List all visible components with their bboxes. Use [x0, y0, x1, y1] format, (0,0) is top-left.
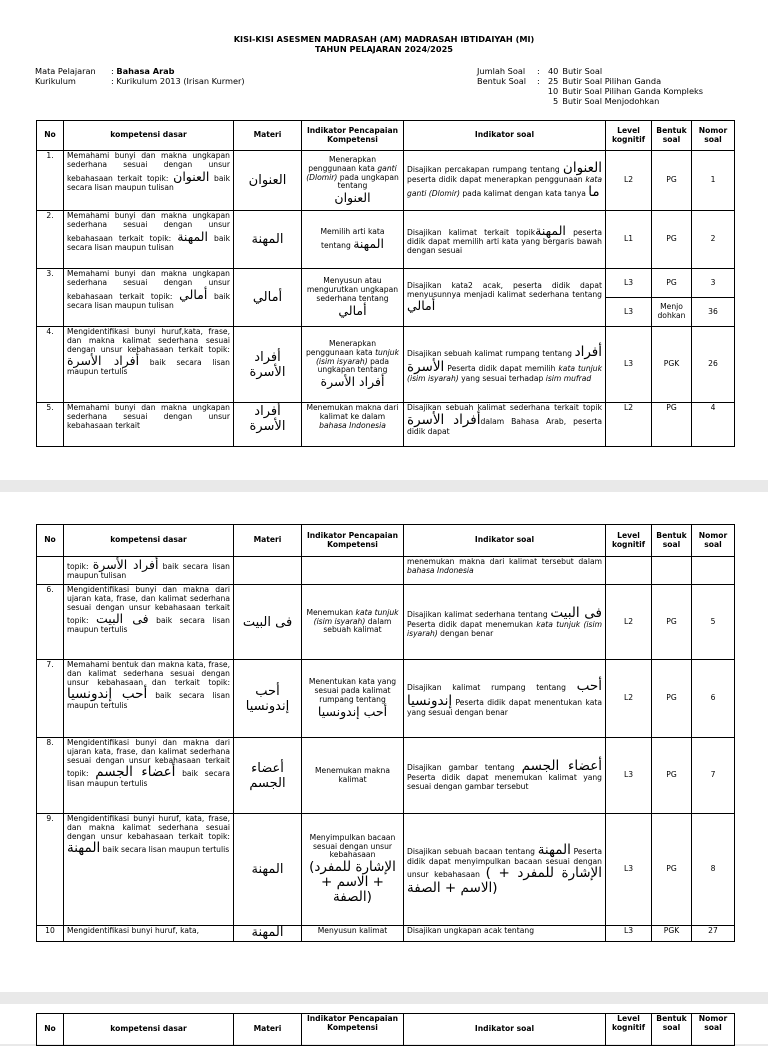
table-row: [37, 738, 735, 814]
table-row: [37, 660, 735, 738]
table-row: [37, 585, 735, 660]
document-page-1: [0, 0, 768, 480]
row-materi: المهنة: [234, 211, 302, 269]
header-kd: kompetensi dasar: [64, 1014, 234, 1046]
row-ipk: Menyusun kalimat: [302, 926, 404, 942]
row-indikator-soal: Disajikan kalimat terkait topikالمهنة peserta didik dapat memilih arti kata yang bergaris bawah dengan sesuai: [404, 211, 606, 269]
header-kd: kompetensi dasar: [64, 121, 234, 151]
row-nomor: 3: [692, 269, 735, 298]
row-ipk: Memilih arti kata tentang المهنة: [302, 211, 404, 269]
row-indikator-soal: Disajikan ungkapan acak tentang: [404, 926, 606, 942]
row-no: 6.: [37, 585, 64, 660]
row-no: 2.: [37, 211, 64, 269]
row-nomor: 4: [692, 403, 735, 447]
header-level: Level kognitif: [606, 121, 652, 151]
row-kd: Mengidentifikasi bunyi huruf,kata, frase, dan makna kalimat sederhana sesuai dengan unsur kebahasaan terkait topik: أفراد الأسرة baik secara lisan maupun tertulis: [64, 327, 234, 403]
header-kd: kompetensi dasar: [64, 525, 234, 557]
header-level: Level kognitif: [606, 525, 652, 557]
header-materi: Materi: [234, 121, 302, 151]
table-row: [37, 557, 735, 585]
row-level: L3: [606, 738, 652, 814]
row-materi: أمالي: [234, 269, 302, 327]
row-materi: فى البيت: [234, 585, 302, 660]
row-no: 10: [37, 926, 64, 942]
row-nomor: 5: [692, 585, 735, 660]
row-bentuk: PG: [652, 585, 692, 660]
row-ipk: Menyimpulkan bacaan sesuai dengan unsur kebahasaan (الإشارة للمفرد + الاسم + الصفة): [302, 814, 404, 926]
table-row: [37, 211, 735, 269]
header-no: No: [37, 525, 64, 557]
row-no: 5.: [37, 403, 64, 447]
row-ipk: Menemukan makna kalimat: [302, 738, 404, 814]
row-nomor: 8: [692, 814, 735, 926]
row-ipk: Menerapkan penggunaan kata tunjuk (isim isyarah) pada ungkapan tentang أفراد الأسرة: [302, 327, 404, 403]
row-kd: Memahami bunyi dan makna ungkapan sederhana sesuai dengan unsur kebahasaan terkait topik: أمالي baik secara lisan maupun tulisan: [64, 269, 234, 327]
row-indikator-soal: Disajikan kalimat rumpang tentang أحب إندونسيا Peserta didik dapat menentukan kata yang sesuai dengan benar: [404, 660, 606, 738]
header-nomor: Nomor soal: [692, 121, 735, 151]
grid-table-page-2: [36, 524, 735, 942]
row-bentuk: PG: [652, 660, 692, 738]
row-nomor: 6: [692, 660, 735, 738]
row-kd: Mengidentifikasi bunyi dan makna dari ujaran kata, frase, dan kalimat sederhana sesuai dengan unsur kebahasaan terkait topik: فى البيت baik secara lisan maupun tertulis: [64, 585, 234, 660]
row-level: L2: [606, 585, 652, 660]
row-indikator-soal: Disajikan percakapan rumpang tentang العنوان peserta didik dapat menerapkan penggunaan kata ganti (Dlomir) pada kalimat dengan kata tanya ما: [404, 151, 606, 211]
row-nomor: 36: [692, 298, 735, 327]
row-kd: Memahami bunyi dan makna ungkapan sederhana sesuai dengan unsur kebahasaan terkait topik: العنوان baik secara lisan maupun tulisan: [64, 151, 234, 211]
row-kd: Memahami bunyi dan makna ungkapan sederhana sesuai dengan unsur kebahasaan terkait: [64, 403, 234, 447]
row-kd: Mengidentifikasi bunyi huruf, kata,: [64, 926, 234, 942]
header-bentuk: Bentuk soal: [652, 121, 692, 151]
row-no: 9.: [37, 814, 64, 926]
table-row: [37, 403, 735, 447]
header-ipk: Indikator Pencapaian Kompetensi: [302, 525, 404, 557]
row-indikator-soal: menemukan makna dari kalimat tersebut dalam bahasa Indonesia: [404, 557, 606, 585]
table-row: [37, 926, 735, 942]
header-no: No: [37, 121, 64, 151]
row-level: L3: [606, 269, 652, 298]
row-indikator-soal: Disajikan sebuah bacaan tentang المهنة Peserta didik dapat menyimpulkan bacaan sesuai dengan unsur kebahasaan ( الإشارة للمفرد + الاسم + الصفة): [404, 814, 606, 926]
row-nomor: 7: [692, 738, 735, 814]
row-bentuk: PG: [652, 151, 692, 211]
document-title: KISI-KISI ASESMEN MADRASAH (AM) MADRASAH IBTIDAIYAH (MI) TAHUN PELAJARAN 2024/2025: [233, 34, 535, 54]
row-no: 4.: [37, 327, 64, 403]
row-bentuk: Menjo dohkan: [652, 298, 692, 327]
row-level: L2: [606, 151, 652, 211]
row-materi: أفراد الأسرة: [234, 327, 302, 403]
row-indikator-soal: Disajikan gambar tentang أعضاء الجسم Peserta didik dapat menemukan kalimat yang sesuai dengan gambar tersebut: [404, 738, 606, 814]
header-bentuk: Bentuk soal: [652, 525, 692, 557]
row-ipk: Menemukan makna dari kalimat ke dalam bahasa Indonesia: [302, 403, 404, 447]
row-materi: المهنة: [234, 814, 302, 926]
row-ipk: Menerapkan penggunaan kata ganti (Dlomir) pada ungkapan tentang العنوان: [302, 151, 404, 211]
row-nomor: 2: [692, 211, 735, 269]
row-indikator-soal: Disajikan kalimat sederhana tentang فى البيت Peserta didik dapat menemukan kata tunjuk (isim isyarah) dengan benar: [404, 585, 606, 660]
header-nomor: Nomor soal: [692, 1014, 735, 1046]
row-no: 1.: [37, 151, 64, 211]
header-indikator-soal: Indikator soal: [404, 525, 606, 557]
row-nomor: 26: [692, 327, 735, 403]
row-level: L2: [606, 660, 652, 738]
row-nomor: 1: [692, 151, 735, 211]
table-row: [37, 814, 735, 926]
row-kd: Memahami bunyi dan makna ungkapan sederhana sesuai dengan unsur kebahasaan terkait topik: المهنة baik secara lisan maupun tulisan: [64, 211, 234, 269]
row-bentuk: PGK: [652, 327, 692, 403]
row-kd: Mengidentifikasi bunyi dan makna dari ujaran kata, frase, dan kalimat sederhana sesuai dengan unsur kebahasaan terkait topik: أعضاء الجسم baik secara lisan maupun tertulis: [64, 738, 234, 814]
grid-table-page-3: [36, 1013, 735, 1046]
row-materi: أفراد الأسرة: [234, 403, 302, 447]
row-ipk: Menentukan kata yang sesuai pada kalimat rumpang tentang أحب إندونسيا: [302, 660, 404, 738]
row-bentuk: PG: [652, 814, 692, 926]
row-kd: topik: أفراد الأسرة baik secara lisan maupun tulisan: [64, 557, 234, 585]
row-bentuk: PG: [652, 269, 692, 298]
table-header-row: [37, 525, 735, 557]
row-indikator-soal: Disajikan sebuah kalimat sederhana terkait topik أفراد الأسرةdalam Bahasa Arab, peserta didik dapat: [404, 403, 606, 447]
row-materi: أعضاء الجسم: [234, 738, 302, 814]
header-no: No: [37, 1014, 64, 1046]
row-no: 7.: [37, 660, 64, 738]
row-ipk: Menemukan kata tunjuk (isim isyarah) dalam sebuah kalimat: [302, 585, 404, 660]
header-nomor: Nomor soal: [692, 525, 735, 557]
row-level: L3: [606, 814, 652, 926]
table-header-row: [37, 1014, 735, 1046]
row-indikator-soal: Disajikan sebuah kalimat rumpang tentang أفراد الأسرة Peserta didik dapat memilih kata tunjuk (isim isyarah) yang sesuai terhadap isim mufrad: [404, 327, 606, 403]
row-level: L3: [606, 298, 652, 327]
grid-table-page-1: [36, 120, 735, 447]
table-row: [37, 269, 735, 298]
table-row: [37, 327, 735, 403]
row-materi: المهنة: [234, 926, 302, 942]
row-kd: Mengidentifikasi bunyi huruf, kata, frase, dan makna kalimat sederhana sesuai dengan unsur kebahasaan terkait topik: المهنة baik secara lisan maupun tertulis: [64, 814, 234, 926]
header-indikator-soal: Indikator soal: [404, 121, 606, 151]
row-materi: العنوان: [234, 151, 302, 211]
row-bentuk: PG: [652, 403, 692, 447]
row-no: 3.: [37, 269, 64, 327]
header-ipk: Indikator Pencapaian Kompetensi: [302, 1014, 404, 1046]
row-no: 8.: [37, 738, 64, 814]
row-materi: أحب إندونسيا: [234, 660, 302, 738]
row-bentuk: PG: [652, 211, 692, 269]
subject-info: Mata Pelajaran : Bahasa Arab Kurikulum : Kurikulum 2013 (Irisan Kurmer): [35, 66, 245, 86]
table-header-row: [37, 121, 735, 151]
row-level: L3: [606, 327, 652, 403]
row-kd: Memahami bentuk dan makna kata, frase, dan kalimat sederhana sesuai dengan unsur kebahasaan dan terkait topik: أحب إندونسيا baik secara lisan maupun tertulis: [64, 660, 234, 738]
row-level: L1: [606, 211, 652, 269]
header-ipk: Indikator Pencapaian Kompetensi: [302, 121, 404, 151]
table-row: [37, 151, 735, 211]
header-bentuk: Bentuk soal: [652, 1014, 692, 1046]
header-materi: Materi: [234, 1014, 302, 1046]
question-info: Jumlah Soal : 40 Butir Soal Bentuk Soal : 25 Butir Soal Pilihan Ganda 10 Butir Soal Pilihan Ganda Kompleks 5 Butir Soal Menjodohkan: [477, 66, 703, 106]
header-level: Level kognitif: [606, 1014, 652, 1046]
row-indikator-soal: Disajikan kata2 acak, peserta didik dapat menyusunnya menjadi kalimat sederhana tentang أمالي: [404, 269, 606, 327]
row-level: L2: [606, 403, 652, 447]
row-bentuk: PGK: [652, 926, 692, 942]
header-indikator-soal: Indikator soal: [404, 1014, 606, 1046]
header-materi: Materi: [234, 525, 302, 557]
row-level: L3: [606, 926, 652, 942]
row-nomor: 27: [692, 926, 735, 942]
row-ipk: Menyusun atau mengurutkan ungkapan sederhana tentang أمالي: [302, 269, 404, 327]
row-bentuk: PG: [652, 738, 692, 814]
